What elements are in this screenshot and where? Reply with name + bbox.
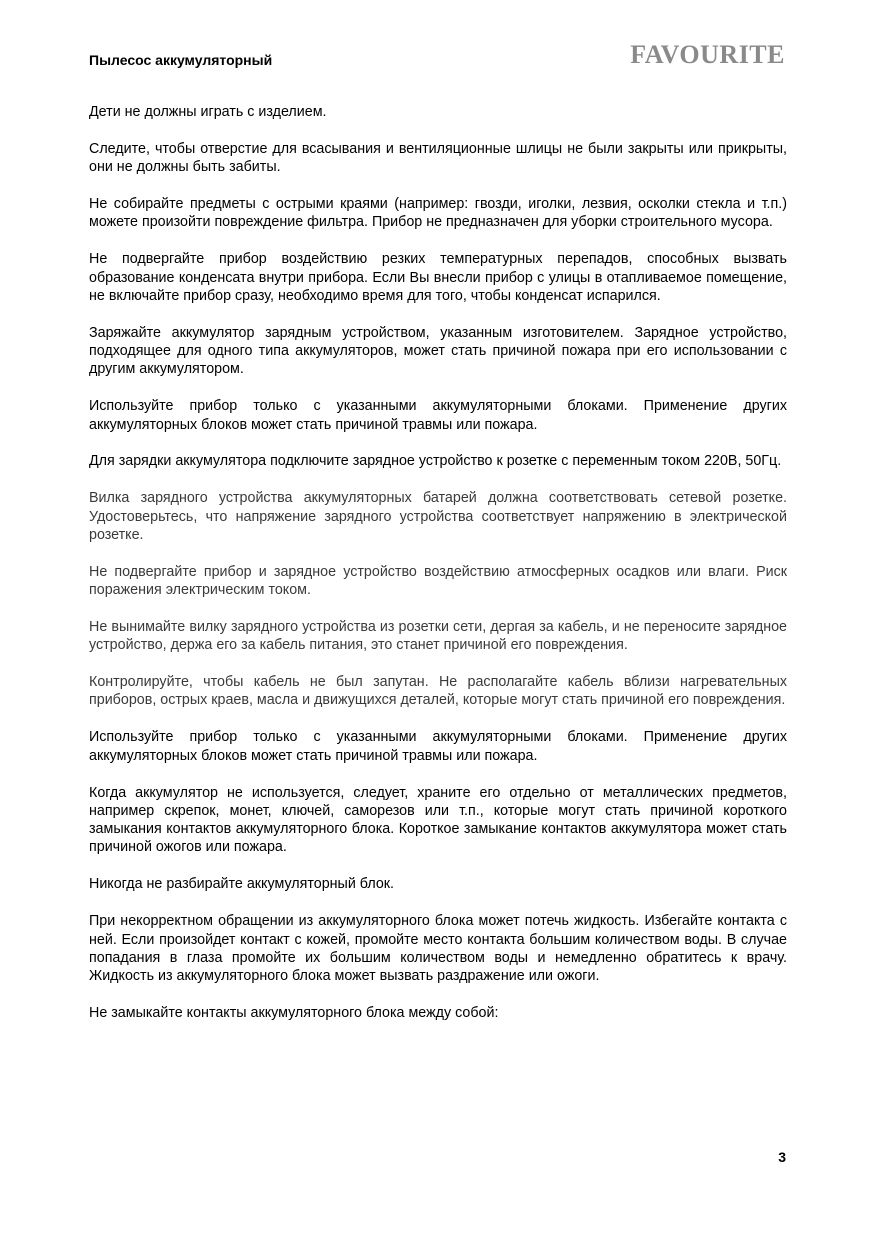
page-number: 3	[778, 1149, 786, 1165]
document-body	[89, 103, 787, 1041]
paragraph-storage: Когда аккумулятор не используется, следует, храните его отдельно от металлических предметов, например скрепок, монет, ключей, саморезов или т.п., которые могут стать причиной короткого замыкания контактов аккумуляторного блока. Короткое замыкание контактов аккумулятора может стать причиной ожогов или пожара.	[89, 784, 787, 856]
paragraph-battery-blocks-repeat: Используйте прибор только с указанными аккумуляторными блоками. Применение других аккумуляторных блоков может стать причиной травмы или пожара.	[89, 729, 787, 764]
paragraph-plug: Вилка зарядного устройства аккумуляторных батарей должна соответствовать сетевой розетке. Удостоверьтесь, что напряжение зарядного устройства соответствует напряжению в электрической розетке.	[89, 490, 787, 543]
document-title: Пылесос аккумуляторный	[89, 52, 273, 68]
paragraph-battery-blocks: Используйте прибор только с указанными аккумуляторными блоками. Применение других аккумуляторных блоков может стать причиной травмы или пожара.	[89, 398, 787, 433]
paragraph-disassemble: Никогда не разбирайте аккумуляторный блок.	[89, 876, 395, 893]
paragraph-moisture: Не подвергайте прибор и зарядное устройство воздействию атмосферных осадков или влаги. Риск поражения электрическим током.	[89, 563, 787, 599]
paragraph-temperature: Не подвергайте прибор воздействию резких температурных перепадов, способных вызвать образование конденсата внутри прибора. Если Вы внесли прибор с улицы в отапливаемое помещение, не включайте прибор сразу, необходимо время для того, чтобы конденсат испарился.	[89, 251, 787, 304]
paragraph-mains: Для зарядки аккумулятора подключите зарядное устройство к розетке с переменным током 220В, 50Гц.	[89, 453, 782, 470]
paragraph-cable-pull: Не вынимайте вилку зарядного устройства из розетки сети, дергая за кабель, и не переносите зарядное устройство, держа его за кабель питания, это станет причиной его повреждения.	[89, 618, 787, 654]
paragraph-short-circuit: Не замыкайте контакты аккумуляторного блока между собой:	[89, 1005, 499, 1021]
paragraph-leakage: При некорректном обращении из аккумуляторного блока может потечь жидкость. Избегайте контакта с ней. Если произойдет контакт с кожей, промойте место контакта большим количеством воды. В случае попадания в глаза промойте их большим количеством воды и немедленно обратитесь к врачу. Жидкость из аккумуляторного блока может вызвать раздражение или ожоги.	[89, 913, 787, 985]
paragraph-vents: Следите, чтобы отверстие для всасывания и вентиляционные шлицы не были закрыты или прикрыты, они не должны быть забиты.	[89, 140, 787, 176]
paragraph-charger: Заряжайте аккумулятор зарядным устройством, указанным изготовителем. Зарядное устройство, подходящее для одного типа аккумуляторов, может стать причиной пожара при его использовании с другим аккумулятором.	[89, 324, 787, 378]
paragraph-cable-tangle: Контролируйте, чтобы кабель не был запутан. Не располагайте кабель вблизи нагревательных приборов, острых краев, масла и движущихся деталей, которые могут стать причиной его повреждения.	[89, 674, 787, 709]
paragraph-sharp-objects: Не собирайте предметы с острыми краями (например: гвозди, иголки, лезвия, осколки стекла и т.п.) можете произойти повреждение фильтра. Прибор не предназначен для уборки строительного мусора.	[89, 196, 787, 231]
brand-logo: FAVOURITE	[630, 40, 785, 69]
paragraph-children: Дети не должны играть с изделием.	[89, 104, 327, 120]
